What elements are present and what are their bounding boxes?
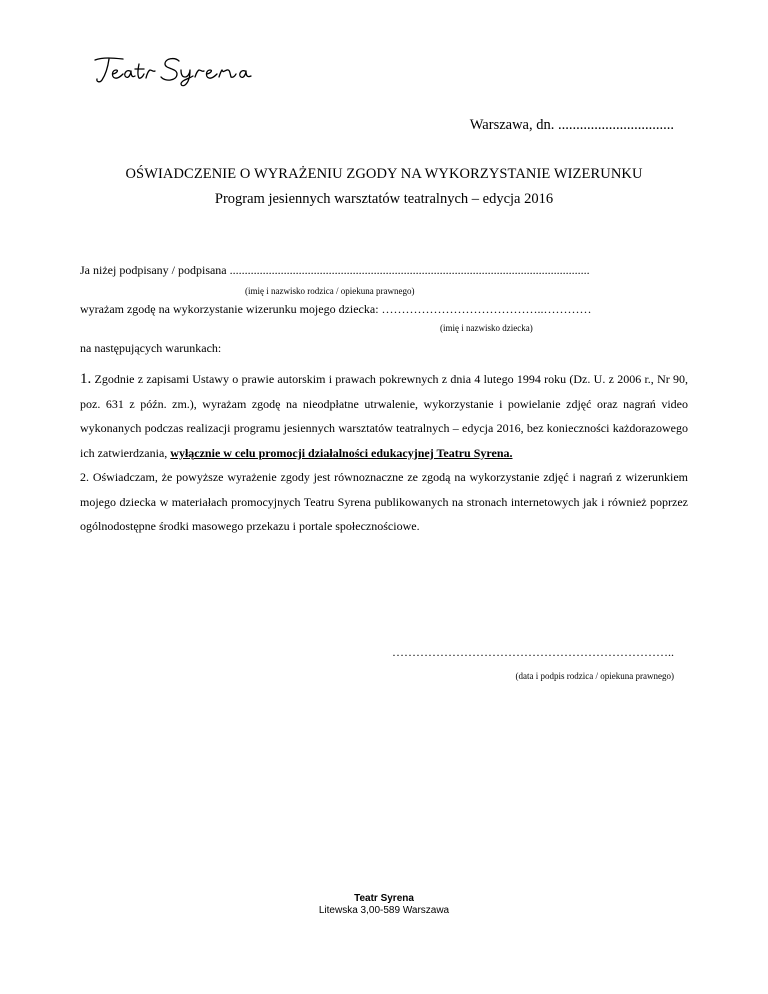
footer [0,893,768,917]
signature-caption: (data i podpis rodzica / opiekuna prawnego) [515,671,674,681]
clause-1-text: Zgodnie z zapisami Ustawy o prawie autorskim i prawach pokrewnych z dnia 4 lutego 1994 roku (Dz. U. z 2006 r., Nr 90, poz. 631 z późn. zm.), wyrażam zgodę na nieodpłatne utrwalenie, wykorzystanie i powielanie zdjęć oraz nagrań video wykonanych podczas realizacji programu jesiennych warsztatów teatralnych – edycja 2016, bez konieczności każdorazowego ich zatwierdzania, [80,372,688,460]
signer-name-caption: (imię i nazwisko rodzica / opiekuna prawnego) [245,286,415,296]
clause-1-number: 1. [80,371,92,387]
footer-address: Litewska 3,00-589 Warszawa [318,905,450,916]
conditions-intro: na następujących warunkach: [80,341,222,355]
clause-2: 2. Oświadczam, że powyższe wyrażenie zgody jest równoznaczne ze zgodą na wykorzystanie zdjęć i nagrań z wizerunkiem mojego dziecka w materiałach promocyjnych Teatru Syrena publikowanych na stronach internetowych jak i również poprzez ogólnodostępne środki masowego przekazu i portale społecznościowe. [80,470,688,533]
signature-line: …………………………………………………………….. [392,645,674,659]
child-name-caption: (imię i nazwisko dziecka) [440,323,533,333]
signer-name-line: Ja niżej podpisany / podpisana ........................................................................................................................ [80,263,590,277]
document-subtitle: Program jesiennych warsztatów teatralnych – edycja 2016 [214,191,554,207]
teatr-syrena-logo [93,52,273,88]
date-line: Warszawa, dn. ................................ [469,117,674,133]
clause-1-emphasis: wyłącznie w celu promocji działalności edukacyjnej Teatru Syrena. [170,445,513,460]
document-title: OŚWIADCZENIE O WYRAŻENIU ZGODY NA WYKORZYSTANIE WIZERUNKU [125,166,643,182]
logo-script-icon [93,52,273,88]
clauses [80,367,688,539]
footer-name: Teatr Syrena [354,893,414,904]
child-name-line: wyrażam zgodę na wykorzystanie wizerunku mojego dziecka: …………………………………..………… [80,302,592,316]
clause-1 [80,367,688,465]
